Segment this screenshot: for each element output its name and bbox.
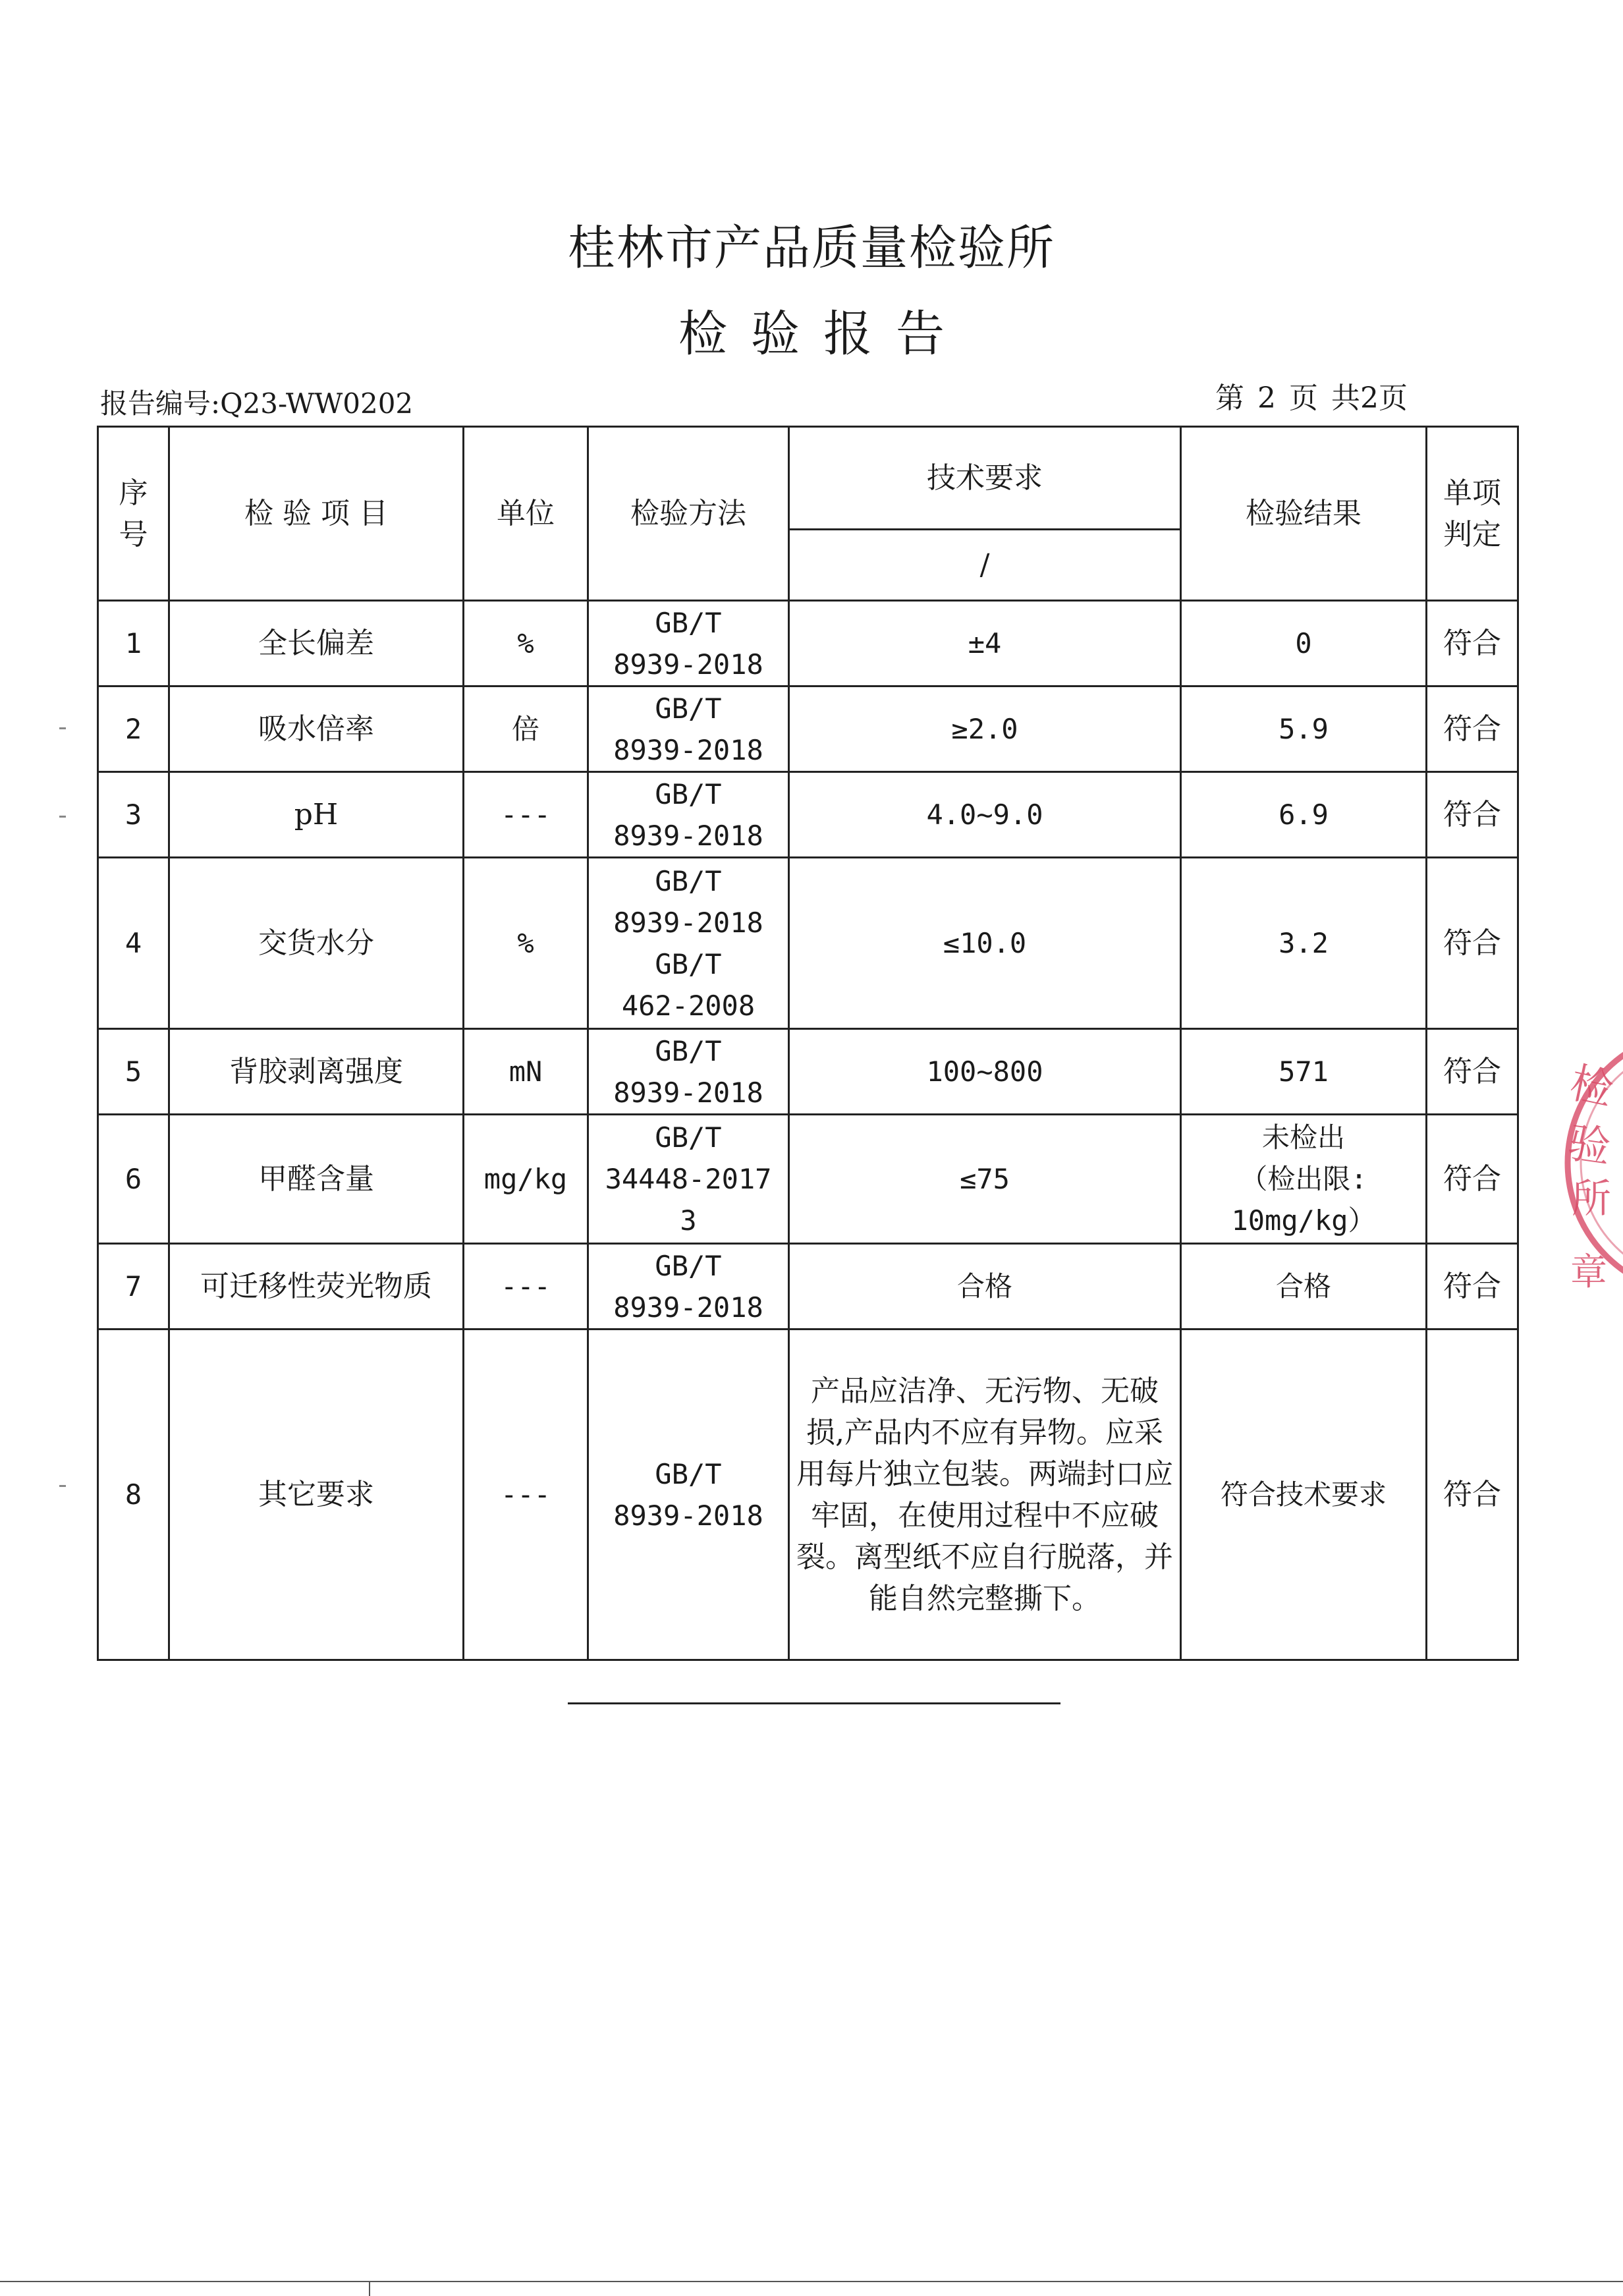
cell-method-line: GB/T [655,1034,722,1067]
cell-method-line: GB/T [655,606,722,639]
table-row [98,1029,1518,1115]
org-title: 桂林市产品质量检验所 [567,220,1055,275]
cell-result-line: 10mg/kg） [1231,1204,1376,1237]
svg-text:章: 章 [1570,1251,1607,1294]
cell-seq: 5 [98,1029,169,1115]
cell-unit: --- [464,1330,588,1660]
cell-unit: --- [464,1244,588,1330]
table-row [98,858,1518,1029]
svg-text:验: 验 [1565,1119,1614,1173]
cell-result-line: 未检出 [1261,1121,1345,1154]
header-item: 检 验 项 目 [169,427,464,601]
cell-method-line: 8939-2018 [613,1291,763,1324]
cell-judgement: 符合 [1427,601,1518,686]
cell-item: 甲醛含量 [169,1115,464,1244]
cell-requirement: 4.0~9.0 [789,772,1181,858]
cell-method-line: GB/T [655,777,722,810]
cell-judgement: 符合 [1427,1244,1518,1330]
cell-item: 其它要求 [169,1330,464,1660]
cell-method [588,772,789,858]
footer-rule [0,2281,1623,2282]
cell-seq: 4 [98,858,169,1029]
cell-result [1181,858,1427,1029]
cell-requirement: ≥2.0 [789,686,1181,772]
table-row [98,1330,1518,1660]
cell-result-line: 0 [1295,627,1312,659]
cell-item: 交货水分 [169,858,464,1029]
cell-result [1181,686,1427,772]
cell-seq: 8 [98,1330,169,1660]
cell-method-line: GB/T [655,947,722,980]
cell-requirement: 100~800 [789,1029,1181,1115]
cell-unit: % [464,601,588,686]
cell-judgement: 符合 [1427,1029,1518,1115]
cell-seq: 1 [98,601,169,686]
report-title: 检验报告 [678,306,968,362]
page-number: 第 2 页 共2页 [1215,381,1408,415]
scan-speck [59,1485,66,1487]
table-row [98,1115,1518,1244]
cell-requirement: ≤75 [789,1115,1181,1244]
cell-judgement: 符合 [1427,1115,1518,1244]
cell-item: 吸水倍率 [169,686,464,772]
cell-judgement: 符合 [1427,1330,1518,1660]
cell-result-line: （检出限: [1240,1163,1367,1195]
cell-method [588,858,789,1029]
header-seq: 序号 [98,427,169,601]
cell-method [588,686,789,772]
table-row [98,686,1518,772]
cell-result [1181,601,1427,686]
cell-result-line: 6.9 [1279,798,1329,831]
inspection-results-table [97,426,1519,1661]
svg-text:检: 检 [1566,1059,1618,1115]
cell-judgement: 符合 [1427,858,1518,1029]
cell-result-line: 合格 [1275,1270,1331,1302]
report-number: 报告编号:Q23-WW0202 [100,387,414,420]
cell-result [1181,1330,1427,1660]
cell-unit: mN [464,1029,588,1115]
cell-requirement: ≤10.0 [789,858,1181,1029]
official-seal [1548,1008,1623,1318]
scan-speck [59,816,66,818]
scan-speck [59,727,66,729]
signature-line [568,1702,1060,1704]
header-tech-requirement-sub: / [789,530,1181,601]
cell-method-line: 8939-2018 [613,733,763,766]
cell-requirement: 合格 [789,1244,1181,1330]
cell-unit: % [464,858,588,1029]
cell-result [1181,1244,1427,1330]
cell-seq: 3 [98,772,169,858]
cell-result-line: 符合技术要求 [1220,1478,1387,1511]
cell-seq: 2 [98,686,169,772]
cell-method-line: 8939-2018 [613,1076,763,1109]
cell-item: 全长偏差 [169,601,464,686]
cell-seq: 6 [98,1115,169,1244]
cell-item: 可迁移性荧光物质 [169,1244,464,1330]
cell-method [588,1115,789,1244]
cell-unit: --- [464,772,588,858]
cell-requirement: 产品应洁净、无污物、无破损,产品内不应有异物。应采用每片独立包装。两端封口应牢固，在使用过程中不应破裂。离型纸不应自行脱落，并能自然完整撕下。 [789,1330,1181,1660]
cell-method-line: 3 [680,1204,697,1237]
cell-requirement: ±4 [789,601,1181,686]
cell-method-line: 462-2008 [621,989,756,1022]
cell-result [1181,1029,1427,1115]
cell-item: pH [169,772,464,858]
cell-seq: 7 [98,1244,169,1330]
cell-result-line: 571 [1279,1055,1329,1088]
cell-method-line: GB/T [655,692,722,725]
table-row [98,772,1518,858]
table-row [98,1244,1518,1330]
cell-unit: mg/kg [464,1115,588,1244]
cell-method-line: 8939-2018 [613,648,763,681]
svg-text:所: 所 [1572,1176,1611,1222]
cell-method-line: 8939-2018 [613,906,763,939]
header-unit: 单位 [464,427,588,601]
cell-result-line: 5.9 [1279,713,1329,745]
cell-method-line: 8939-2018 [613,819,763,852]
cell-judgement: 符合 [1427,772,1518,858]
cell-method-line: GB/T [655,1249,722,1282]
cell-judgement: 符合 [1427,686,1518,772]
header-method: 检验方法 [588,427,789,601]
cell-result [1181,772,1427,858]
cell-method [588,601,789,686]
cell-method-line: 34448-2017 [605,1163,772,1195]
cell-method-line: GB/T [655,864,722,897]
header-result: 检验结果 [1181,427,1427,601]
cell-unit: 倍 [464,686,588,772]
cell-method-line: 8939-2018 [613,1499,763,1532]
footer-divider [369,2281,370,2296]
table-row [98,601,1518,686]
cell-method [588,1029,789,1115]
header-judgement: 单项判定 [1427,427,1518,601]
cell-method [588,1330,789,1660]
cell-method-line: GB/T [655,1457,722,1490]
cell-method-line: GB/T [655,1121,722,1154]
cell-result [1181,1115,1427,1244]
header-tech-requirement: 技术要求 [789,427,1181,530]
cell-method [588,1244,789,1330]
cell-item: 背胶剥离强度 [169,1029,464,1115]
cell-result-line: 3.2 [1279,927,1329,959]
